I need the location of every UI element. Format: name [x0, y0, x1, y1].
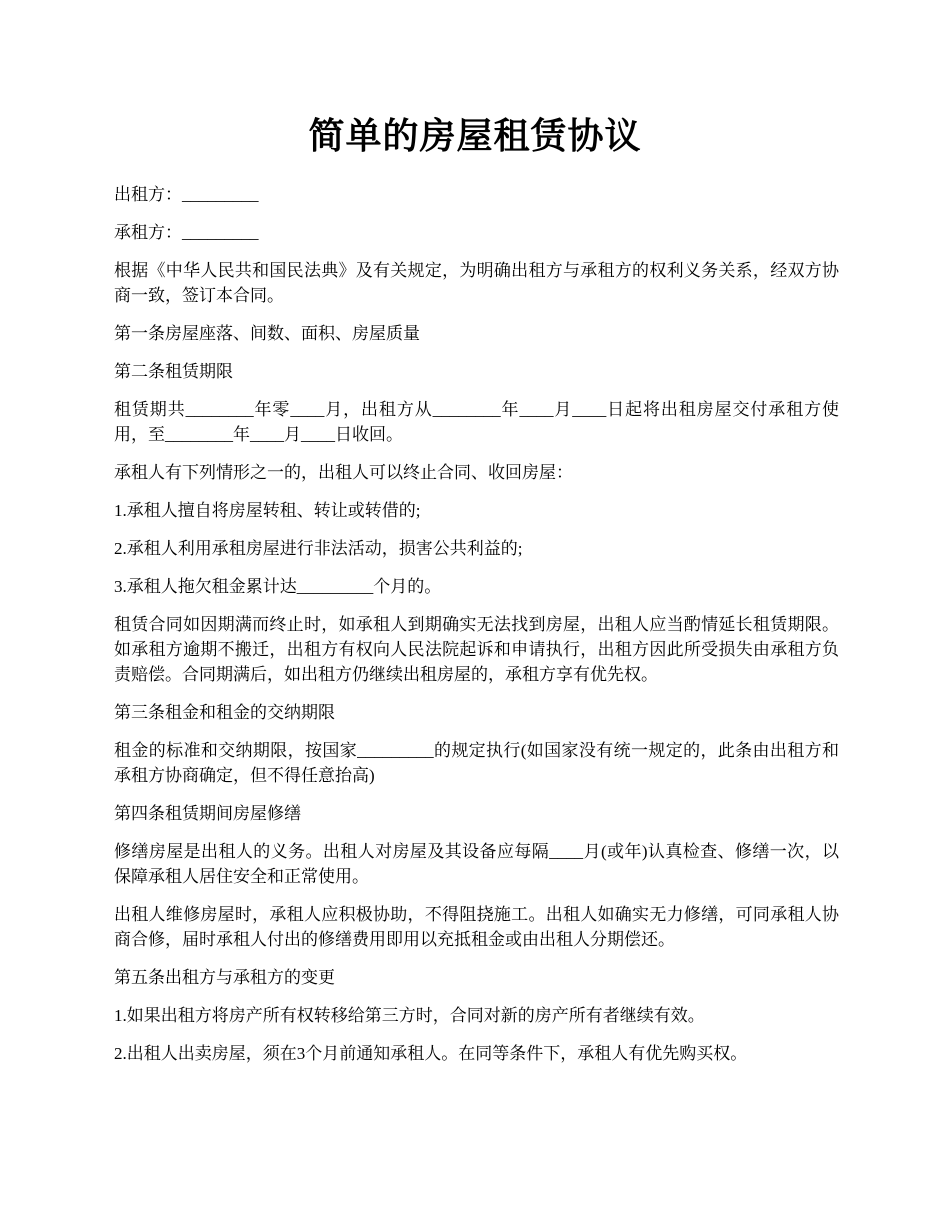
document-body [114, 182, 839, 1079]
termination-item-1: 1.承租人擅自将房屋转租、转让或转借的; [114, 501, 421, 520]
repair-cooperation-paragraph: 出租人维修房屋时，承租人应积极协助，不得阻挠施工。出租人如确实无力修缮，可同承租人协商合修，届时承租人付出的修缮费用即用以充抵租金或由出租人分期偿还。 [114, 905, 839, 949]
article-5-heading: 第五条出租方与承租方的变更 [114, 968, 335, 987]
lessor-line: 出租方：_________ [114, 185, 259, 204]
article-4-heading: 第四条租赁期间房屋修缮 [114, 804, 301, 823]
article-1-heading: 第一条房屋座落、间数、面积、房屋质量 [114, 324, 420, 343]
preamble-paragraph: 根据《中华人民共和国民法典》及有关规定，为明确出租方与承租方的权利义务关系，经双方协商一致，签订本合同。 [114, 261, 839, 305]
termination-item-2: 2.承租人利用承租房屋进行非法活动，损害公共利益的; [114, 539, 523, 558]
rent-standard-paragraph: 租金的标准和交纳期限，按国家_________的规定执行(如国家没有统一规定的，此条由出租方和承租方协商确定，但不得任意抬高) [114, 741, 839, 785]
lease-term-paragraph: 租赁期共________年零____月，出租方从________年____月____日起将出租房屋交付承租方使用，至________年____月____日收回。 [114, 400, 839, 444]
repair-duty-paragraph: 修缮房屋是出租人的义务。出租人对房屋及其设备应每隔____月(或年)认真检查、修缮一次，以保障承租人居住安全和正常使用。 [114, 842, 839, 886]
change-item-1: 1.如果出租方将房产所有权转移给第三方时，合同对新的房产所有者继续有效。 [114, 1006, 705, 1025]
termination-item-3: 3.承租人拖欠租金累计达_________个月的。 [114, 577, 442, 596]
termination-intro-paragraph: 承租人有下列情形之一的，出租人可以终止合同、收回房屋： [114, 463, 573, 482]
document-title: 简单的房屋租赁协议 [308, 116, 642, 156]
article-2-heading: 第二条租赁期限 [114, 362, 233, 381]
change-item-2: 2.出租人出卖房屋，须在3个月前通知承租人。在同等条件下，承租人有优先购买权。 [114, 1044, 748, 1063]
lessee-line: 承租方：_________ [114, 223, 259, 242]
contract-expiry-paragraph: 租赁合同如因期满而终止时，如承租人到期确实无法找到房屋，出租人应当酌情延长租赁期限。如承租方逾期不搬迁，出租方有权向人民法院起诉和申请执行，出租方因此所受损失由承租方负责赔偿。合同期满后，如出租方仍继续出租房屋的，承租方享有优先权。 [114, 615, 839, 684]
article-3-heading: 第三条租金和租金的交纳期限 [114, 703, 335, 722]
